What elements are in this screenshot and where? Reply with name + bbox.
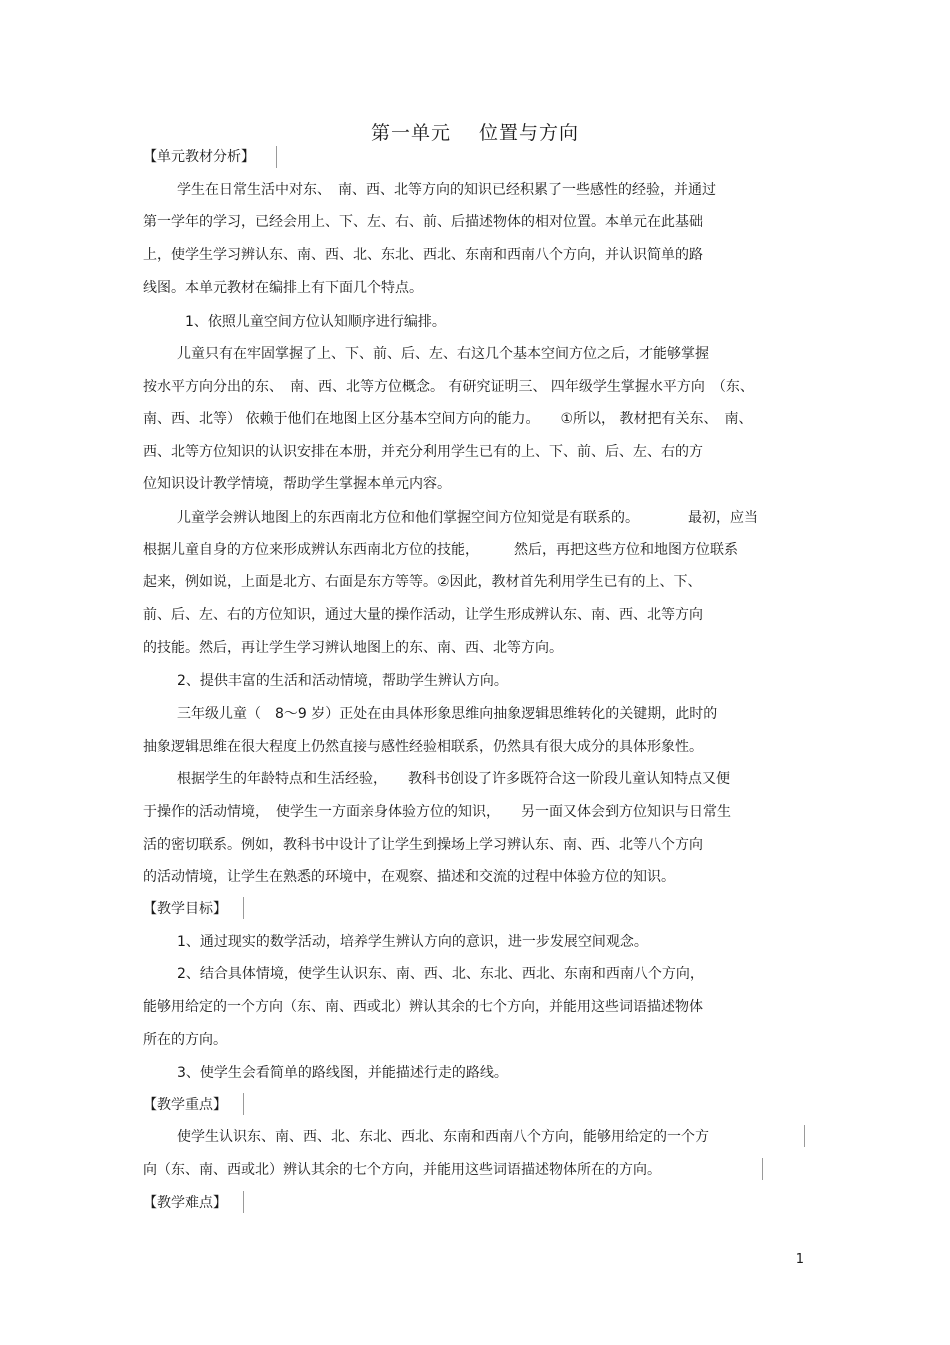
- paragraph-line: 向（东、南、西或北）辨认其余的七个方向，并能用这些词语描述物体所在的方向。: [143, 1162, 661, 1178]
- title-unit: 第一单元: [370, 122, 451, 144]
- paragraph-line: 位知识设计教学情境，帮助学生掌握本单元内容。: [143, 476, 451, 492]
- title-topic: 位置与方向: [479, 122, 580, 144]
- paragraph-line: 的技能。然后，再让学生学习辨认地图上的东、南、西、北等方向。: [143, 640, 563, 656]
- page-title: [0, 118, 950, 145]
- paragraph-line: 抽象逻辑思维在很大程度上仍然直接与感性经验相联系，仍然具有很大成分的具体形象性。: [143, 739, 703, 755]
- paragraph-line: 根据学生的年龄特点和生活经验， 教科书创设了许多既符合这一阶段儿童认知特点又便: [177, 771, 730, 787]
- paragraph-line: 前、后、左、右的方位知识，通过大量的操作活动，让学生形成辨认东、南、西、北等方向: [143, 607, 703, 623]
- divider: [762, 1158, 763, 1180]
- paragraph-line: 的活动情境，让学生在熟悉的环境中，在观察、描述和交流的过程中体验方位的知识。: [143, 869, 675, 885]
- paragraph-line: 儿童学会辨认地图上的东西南北方位和他们掌握空间方位知觉是有联系的。 最初，应当: [177, 510, 758, 526]
- paragraph-line: 儿童只有在牢固掌握了上、下、前、后、左、右这几个基本空间方位之后，才能够掌握: [177, 346, 709, 362]
- paragraph-line: 能够用给定的一个方向（东、南、西或北）辨认其余的七个方向，并能用这些词语描述物体: [143, 999, 703, 1015]
- divider: [243, 897, 244, 919]
- page-number: 1: [795, 1252, 804, 1267]
- paragraph-line: 1、通过现实的数学活动，培养学生辨认方向的意识，进一步发展空间观念。: [177, 934, 648, 950]
- paragraph-line: 所在的方向。: [143, 1032, 227, 1048]
- divider: [243, 1093, 244, 1115]
- paragraph-line: 使学生认识东、南、西、北、东北、西北、东南和西南八个方向，能够用给定的一个方: [177, 1129, 709, 1145]
- paragraph-line: 活的密切联系。例如，教科书中设计了让学生到操场上学习辨认东、南、西、北等八个方向: [143, 837, 703, 853]
- paragraph-line: 线图。本单元教材在编排上有下面几个特点。: [143, 280, 423, 296]
- paragraph-line: 于操作的活动情境， 使学生一方面亲身体验方位的知识， 另一面又体会到方位知识与日常生: [143, 804, 731, 820]
- paragraph-line: 2、结合具体情境，使学生认识东、南、西、北、东北、西北、东南和西南八个方向，: [177, 966, 704, 982]
- paragraph-line: 南、西、北等） 依赖于他们在地图上区分基本空间方向的能力。 ①所以， 教材把有关东、 南、: [143, 411, 753, 427]
- paragraph-line: 1、依照儿童空间方位认知顺序进行编排。: [185, 314, 446, 330]
- paragraph-line: 2、提供丰富的生活和活动情境，帮助学生辨认方向。: [177, 673, 508, 689]
- divider: [243, 1191, 244, 1213]
- paragraph-line: 3、使学生会看简单的路线图，并能描述行走的路线。: [177, 1065, 508, 1081]
- divider: [276, 146, 277, 168]
- heading-goals: 【教学目标】: [143, 901, 227, 917]
- paragraph-line: 按水平方向分出的东、 南、西、北等方位概念。 有研究证明三、 四年级学生掌握水平方向 （东、: [143, 379, 754, 395]
- heading-key-points: 【教学重点】: [143, 1097, 227, 1113]
- paragraph-line: 学生在日常生活中对东、 南、西、北等方向的知识已经积累了一些感性的经验，并通过: [177, 182, 716, 198]
- heading-analysis: 【单元教材分析】: [143, 149, 255, 165]
- paragraph-line: 第一学年的学习，已经会用上、下、左、右、前、后描述物体的相对位置。本单元在此基础: [143, 214, 703, 230]
- paragraph-line: 西、北等方位知识的认识安排在本册，并充分利用学生已有的上、下、前、后、左、右的方: [143, 444, 703, 460]
- paragraph-line: 三年级儿童（ 8～9 岁）正处在由具体形象思维向抽象逻辑思维转化的关键期，此时的: [177, 706, 718, 722]
- heading-difficulties: 【教学难点】: [143, 1195, 227, 1211]
- paragraph-line: 上，使学生学习辨认东、南、西、北、东北、西北、东南和西南八个方向，并认识简单的路: [143, 247, 703, 263]
- paragraph-line: 根据儿童自身的方位来形成辨认东西南北方位的技能， 然后，再把这些方位和地图方位联系: [143, 542, 738, 558]
- paragraph-line: 起来，例如说，上面是北方、右面是东方等等。②因此，教材首先利用学生已有的上、下、: [143, 574, 702, 590]
- divider: [804, 1125, 805, 1147]
